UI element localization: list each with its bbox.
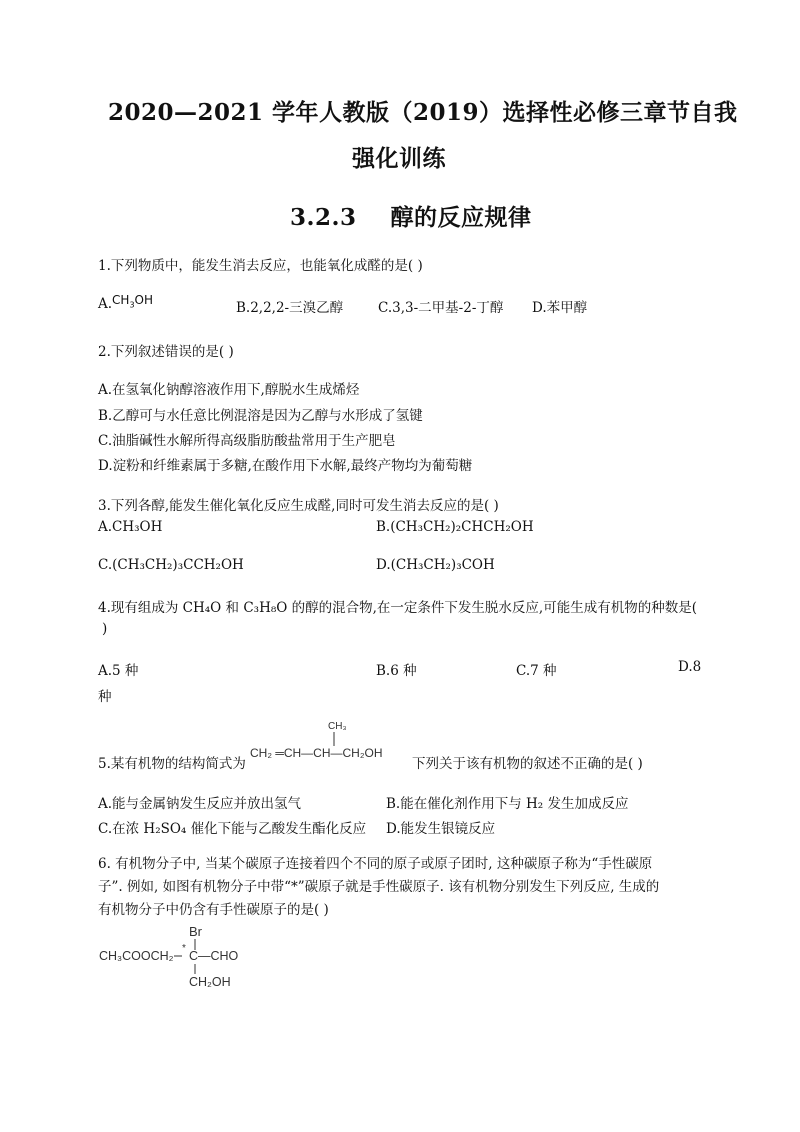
q6-structure-right: —CHO	[198, 949, 239, 963]
q2-option-c: C.油脂碱性水解所得高级脂肪酸盐常用于生产肥皂	[98, 433, 396, 449]
q4-option-d-line2: 种	[98, 689, 112, 705]
q6-structure-top: Br	[189, 924, 202, 939]
q1-option-a: $A.CH_3OH$	[98, 293, 154, 312]
q3-option-d: D.(CH₃CH₂)₃COH	[376, 557, 495, 573]
q5-option-c: C.在浓 H₂SO₄ 催化下能与乙酸发生酯化反应	[98, 821, 367, 837]
q5-stem-prefix: 5.某有机物的结构简式为	[98, 756, 246, 772]
q2-option-b: B.乙醇可与水任意比例混溶是因为乙醇与水形成了氢键	[98, 408, 423, 424]
q4-option-b: B.6 种	[376, 663, 417, 679]
q5-option-d: D.能发生银镜反应	[386, 821, 496, 837]
q2-stem: 2.下列叙述错误的是( )	[98, 344, 234, 360]
q5-structure-main: CH₂ ═CH—CH—CH₂OH	[250, 746, 383, 760]
page-title-line2: 强化训练	[352, 145, 446, 172]
q5-structure-top: CH₃	[328, 721, 347, 732]
q1-option-d: D.苯甲醇	[532, 300, 588, 316]
q5-option-a: A.能与金属钠发生反应并放出氢气	[98, 796, 302, 812]
q2-option-a: A.在氢氧化钠醇溶液作用下,醇脱水生成烯烃	[98, 382, 360, 398]
q1-option-b: B.2,2,2-三溴乙醇	[236, 300, 344, 316]
q4-stem-line1: 4.现有组成为 CH₄O 和 C₃H₈O 的醇的混合物,在一定条件下发生脱水反应,可能生成有机物的种数是(	[98, 600, 697, 616]
q3-option-b: B.(CH₃CH₂)₂CHCH₂OH	[376, 519, 534, 535]
q5-option-b: B.能在催化剂作用下与 H₂ 发生加成反应	[386, 796, 629, 812]
q2-option-d: D.淀粉和纤维素属于多糖,在酸作用下水解,最终产物均为葡萄糖	[98, 458, 473, 474]
q3-stem: 3.下列各醇,能发生催化氧化反应生成醛,同时可发生消去反应的是( )	[98, 498, 499, 514]
q3-option-c: C.(CH₃CH₂)₃CCH₂OH	[98, 557, 244, 573]
q6-structure-star: *	[182, 943, 186, 954]
q6-structure-bottom: CH₂OH	[189, 975, 231, 989]
q5-stem-suffix: 下列关于该有机物的叙述不正确的是( )	[412, 756, 643, 772]
page-title-line1: 2020—2021 学年人教版（2019）选择性必修三章节自我	[108, 99, 738, 126]
q6-structure-formula	[96, 920, 266, 990]
q6-structure-left: CH₃COOCH₂	[99, 949, 174, 963]
q4-stem-line2: )	[102, 621, 108, 637]
q6-line1: 6. 有机物分子中, 当某个碳原子连接着四个不同的原子或原子团时, 这种碳原子称为“手性碳原	[98, 856, 653, 872]
q6-structure-center: C	[189, 949, 199, 963]
q5-structure-formula	[248, 716, 412, 768]
q1-stem: 1.下列物质中，能发生消去反应，也能氧化成醛的是( )	[98, 258, 423, 274]
q4-option-d-line1: D.8	[678, 659, 702, 675]
q3-option-a: A.CH₃OH	[98, 519, 163, 535]
q1-option-c: C.3,3-二甲基-2-丁醇	[378, 300, 504, 316]
section-title: 3.2.3 醇的反应规律	[290, 204, 532, 231]
q6-line3: 有机物分子中仍含有手性碳原子的是( )	[98, 902, 329, 918]
q4-option-a: A.5 种	[98, 663, 139, 679]
q6-line2: 子”. 例如, 如图有机物分子中带“*”碳原子就是手性碳原子. 该有机物分别发生下列反应, 生成的	[98, 879, 660, 895]
q4-option-c: C.7 种	[516, 663, 557, 679]
